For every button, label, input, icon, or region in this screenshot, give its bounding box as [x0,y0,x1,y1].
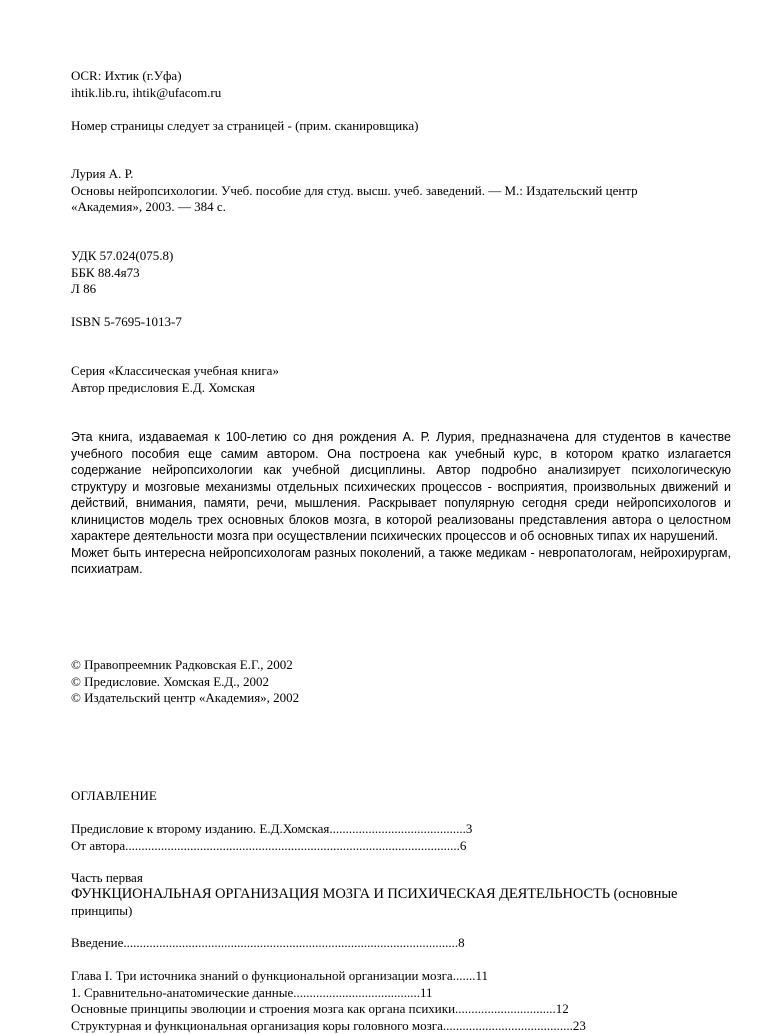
page-number-note: Номер страницы следует за страницей - (прим. сканировщика) [71,118,731,135]
annotation-paragraph-1: Эта книга, издаваемая к 100-летию со дня рождения А. Р. Лурия, предназначена для студентов в качестве учебного пособия еще самим автором. Она построена как учебный курс, в котором кратко излагается содержание нейропсихологии как учебной дисциплины. Автор подробно анализирует психологическую структуру и мозговые механизмы отдельных психических процессов - восприятия, произвольных движений и действий, внимания, памяти, речи, мышления. Раскрывает популярную сегодня среди нейропсихологов и клиницистов модель трех основных блоков мозга, в которой реализованы представления автора о целостном характере деятельности мозга при осуществлении психических процессов и об основных типах их нарушений. [71,429,731,545]
site-contacts: ihtik.lib.ru, ihtik@ufacom.ru [71,85,731,102]
table-of-contents-title-block [71,788,731,805]
classification-codes [71,248,731,298]
toc-entry-intro: Введение.......................................................................................................8 [71,935,731,952]
series-name: Серия «Классическая учебная книга» [71,363,731,380]
copyright-block [71,657,731,707]
book-author: Лурия А. Р. [71,166,731,183]
copyright-line-2: © Предисловие. Хомская Е.Д., 2002 [71,674,731,691]
ocr-credit: OCR: Ихтик (г.Уфа) [71,68,731,85]
toc-entry-chapter-1: Глава I. Три источника знаний о функциональной организации мозга.......11 [71,968,731,985]
toc-part-title-block-2 [71,903,731,920]
copyright-line-1: © Правопреемник Радковская Е.Г., 2002 [71,657,731,674]
page-number-note-block [71,118,731,135]
toc-entry-from-author: От автора.......................................................................................................6 [71,838,731,855]
toc-entry-item-2: Основные принципы эволюции и строения мозга как органа психики...............................12 [71,1001,731,1018]
scan-header [71,68,731,101]
toc-chapter-one [71,968,731,1034]
toc-part-title-line2: принципы) [71,903,731,920]
udk-code: УДК 57.024(075.8) [71,248,731,265]
toc-intro-block [71,935,731,952]
annotation-paragraph-2: Может быть интересна нейропсихологам разных поколений, а также медикам - невропатологам, нейрохирургам, психиатрам. [71,545,731,578]
series-info [71,363,731,396]
copyright-line-3: © Издательский центр «Академия», 2002 [71,690,731,707]
toc-part-one [71,870,731,887]
toc-part-title-block [71,886,731,903]
toc-entry-item-1: 1. Сравнительно-анатомические данные.......................................11 [71,985,731,1002]
isbn-block [71,314,731,331]
table-of-contents [71,821,731,854]
bibliographic-record [71,166,731,216]
book-description-line1: Основы нейропсихологии. Учеб. пособие для студ. высш. учеб. заведений. — М.: Издательский центр [71,183,731,200]
toc-part-title-line1: ФУНКЦИОНАЛЬНАЯ ОРГАНИЗАЦИЯ МОЗГА И ПСИХИЧЕСКАЯ ДЕЯТЕЛЬНОСТЬ (основные [71,886,731,903]
l-code: Л 86 [71,281,731,298]
toc-part-label: Часть первая [71,870,731,887]
book-description-line2: «Академия», 2003. — 384 с. [71,199,731,216]
preface-author: Автор предисловия Е.Д. Хомская [71,380,731,397]
isbn: ISBN 5-7695-1013-7 [71,314,731,331]
toc-title: ОГЛАВЛЕНИЕ [71,788,731,805]
toc-entry-preface: Предисловие к второму изданию. Е.Д.Хомская..........................................3 [71,821,731,838]
annotation [71,429,731,578]
bbk-code: ББК 88.4я73 [71,265,731,282]
toc-entry-item-3: Структурная и функциональная организация коры головного мозга........................................23 [71,1018,731,1034]
